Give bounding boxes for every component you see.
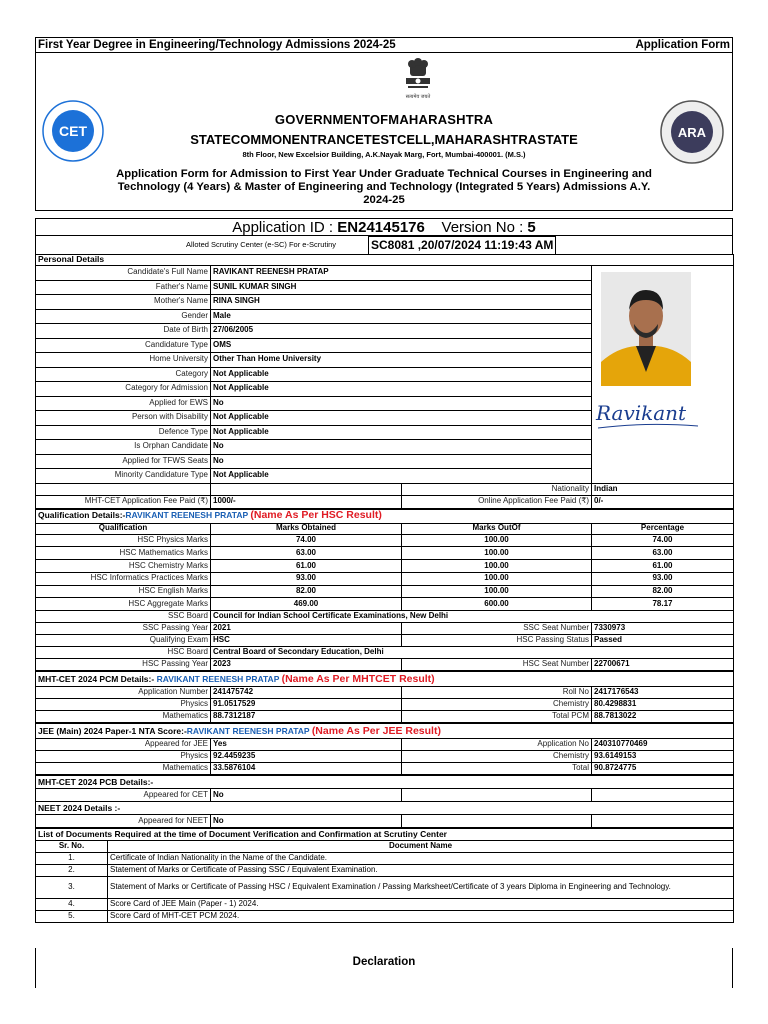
qual-obtained: 469.00 (211, 598, 402, 611)
mhtcet-title: MHT-CET 2024 PCM Details:- (38, 673, 155, 684)
personal-row (36, 454, 734, 469)
qual-outof: 100.00 (402, 534, 592, 547)
application-id: EN24145176 (337, 219, 425, 236)
personal-value: Not Applicable (211, 382, 592, 397)
mhtcet-name: RAVIKANT REENESH PRATAP (156, 673, 280, 684)
hsc-board-label: HSC Board (36, 647, 211, 659)
jee-total-label: Total (402, 763, 592, 775)
document-srno: 3. (36, 877, 108, 899)
jee-section-header (36, 724, 734, 739)
qual-subject: HSC Mathematics Marks (36, 547, 211, 560)
scrutiny-value: SC8081 ,20/07/2024 11:19:43 AM (368, 236, 556, 255)
pcb-appeared-value: No (211, 789, 402, 802)
ara-logo-text: ARA (677, 125, 707, 140)
qual-percentage: 74.00 (592, 534, 734, 547)
qualification-table (35, 509, 734, 672)
qual-exam-value: HSC (211, 635, 402, 647)
personal-value: RAVIKANT REENESH PRATAP (211, 266, 592, 281)
personal-value: 27/06/2005 (211, 324, 592, 339)
qual-obtained: 61.00 (211, 560, 402, 573)
personal-value: No (211, 440, 592, 455)
personal-label: Father's Name (36, 280, 211, 295)
ssc-board-label: SSC Board (36, 611, 211, 623)
mhtcet-chem-label: Chemistry (402, 699, 592, 711)
personal-label: Date of Birth (36, 324, 211, 339)
personal-value: Not Applicable (211, 367, 592, 382)
form-title: Application Form for Admission to First Year Under Graduate Technical Courses in Engineering and Technology (4 Years) & Master of Engineering and Technology (Integrated 5 Years) Admissions A.Y. 2024-25 (116, 168, 652, 206)
qual-subject: HSC Chemistry Marks (36, 560, 211, 573)
mhtcet-total-label: Total PCM (402, 711, 592, 723)
hsc-year-label: HSC Passing Year (36, 659, 211, 671)
hsc-board-value: Central Board of Secondary Education, Delhi (211, 647, 734, 659)
document-srno: 2. (36, 865, 108, 877)
qual-outof: 100.00 (402, 560, 592, 573)
personal-label: Is Orphan Candidate (36, 440, 211, 455)
hsc-status-label: HSC Passing Status (402, 635, 592, 647)
mhtcet-math-label: Mathematics (36, 711, 211, 723)
qualification-section-header (36, 509, 734, 523)
jee-appeared-label: Appeared for JEE (36, 739, 211, 751)
jee-title: JEE (Main) 2024 Paper-1 NTA Score:- (38, 725, 187, 736)
mhtcet-app-label: Application Number (36, 687, 211, 699)
document-row (36, 877, 734, 899)
fee-value: 1000/- (211, 495, 402, 508)
jee-physics-label: Physics (36, 751, 211, 763)
qual-obtained: 63.00 (211, 547, 402, 560)
declaration-block (35, 948, 733, 988)
signature-text: Ravikant (596, 401, 687, 425)
qual-header-qualification: Qualification (36, 523, 211, 534)
mhtcet-physics-label: Physics (36, 699, 211, 711)
application-id-row (35, 218, 733, 236)
qual-subject: HSC English Marks (36, 585, 211, 598)
hsc-year-value: 2023 (211, 659, 402, 671)
personal-label: Category (36, 367, 211, 382)
jee-physics-value: 92.4459235 (211, 751, 402, 763)
personal-value: No (211, 454, 592, 469)
cell-address: 8th Floor, New Excelsior Building, A.K.Nayak Marg, Fort, Mumbai-400001. (M.S.) (242, 150, 526, 159)
ara-logo-icon (660, 100, 724, 164)
mhtcet-note: (Name As Per MHTCET Result) (281, 672, 435, 685)
qual-percentage: 61.00 (592, 560, 734, 573)
document-name: Statement of Marks or Certificate of Passing SSC / Equivalent Examination. (108, 865, 734, 877)
application-id-label: Application ID : (232, 219, 338, 236)
qual-obtained: 82.00 (211, 585, 402, 598)
ssc-seat-value: 7330973 (592, 623, 734, 635)
personal-label: Category for Admission (36, 382, 211, 397)
candidate-photo-image (601, 272, 691, 386)
jee-app-label: Application No (402, 739, 592, 751)
jee-chem-label: Chemistry (402, 751, 592, 763)
personal-value: No (211, 396, 592, 411)
qual-percentage: 78.17 (592, 598, 734, 611)
personal-label: Home University (36, 353, 211, 368)
personal-value: SUNIL KUMAR SINGH (211, 280, 592, 295)
jee-appeared-value: Yes (211, 739, 402, 751)
qual-obtained: 74.00 (211, 534, 402, 547)
qual-percentage: 93.00 (592, 572, 734, 585)
personal-label: Applied for EWS (36, 396, 211, 411)
document-name: Statement of Marks or Certificate of Passing HSC / Equivalent Examination / Passing Marksheet/Certificate of 3 years Diploma in Engineering and Technology. (108, 877, 734, 899)
personal-value: Other Than Home University (211, 353, 592, 368)
form-header-type: Application Form (635, 39, 730, 51)
pcb-title: MHT-CET 2024 PCB Details:- (36, 776, 734, 789)
mhtcet-roll-value: 2417176543 (592, 687, 734, 699)
cell-name: STATECOMMONENTRANCETESTCELL,MAHARASHTRASTATE (190, 132, 578, 147)
personal-label: Candidature Type (36, 338, 211, 353)
qual-outof: 600.00 (402, 598, 592, 611)
neet-appeared-label: Appeared for NEET (36, 815, 211, 828)
online-fee-value: 0/- (592, 495, 734, 508)
mhtcet-pcm-table (35, 671, 734, 723)
personal-row (36, 440, 734, 455)
personal-label: Candidate's Full Name (36, 266, 211, 281)
jee-math-value: 33.5876104 (211, 763, 402, 775)
qual-subject: HSC Informatics Practices Marks (36, 572, 211, 585)
documents-title: List of Documents Required at the time of Document Verification and Confirmation at Scrutiny Center (36, 829, 734, 841)
qual-percentage: 63.00 (592, 547, 734, 560)
hsc-seat-value: 22700671 (592, 659, 734, 671)
mhtcet-chem-value: 80.4298831 (592, 699, 734, 711)
pcb-table (35, 775, 734, 828)
nationality-label: Nationality (402, 483, 592, 495)
document-name: Score Card of MHT-CET PCM 2024. (108, 911, 734, 923)
qualification-row (36, 598, 734, 611)
personal-value: Not Applicable (211, 425, 592, 440)
letterhead (35, 53, 733, 211)
documents-table (35, 828, 734, 923)
mhtcet-roll-label: Roll No (402, 687, 592, 699)
neet-title: NEET 2024 Details :- (36, 802, 734, 815)
version-label: Version No : (441, 219, 528, 236)
personal-value: Not Applicable (211, 411, 592, 426)
ssc-year-label: SSC Passing Year (36, 623, 211, 635)
personal-label: Mother's Name (36, 295, 211, 310)
personal-value: RINA SINGH (211, 295, 592, 310)
scrutiny-row (35, 236, 733, 254)
doc-header-name: Document Name (108, 841, 734, 853)
qual-outof: 100.00 (402, 572, 592, 585)
hsc-seat-label: HSC Seat Number (402, 659, 592, 671)
qualification-row (36, 547, 734, 560)
personal-value: Male (211, 309, 592, 324)
jee-math-label: Mathematics (36, 763, 211, 775)
fee-label: MHT-CET Application Fee Paid (₹) (36, 495, 211, 508)
qual-percentage: 82.00 (592, 585, 734, 598)
mhtcet-total-value: 88.7813022 (592, 711, 734, 723)
ssc-board-value: Council for Indian School Certificate Examinations, New Delhi (211, 611, 734, 623)
online-fee-label: Online Application Fee Paid (₹) (402, 495, 592, 508)
qualification-note: (Name As Per HSC Result) (250, 509, 382, 522)
candidate-signature (590, 394, 702, 434)
qual-subject: HSC Aggregate Marks (36, 598, 211, 611)
qual-subject: HSC Physics Marks (36, 534, 211, 547)
ssc-seat-label: SSC Seat Number (402, 623, 592, 635)
jee-table (35, 723, 734, 775)
document-row (36, 911, 734, 923)
document-name: Score Card of JEE Main (Paper - 1) 2024. (108, 899, 734, 911)
document-row (36, 853, 734, 865)
qual-header-outof: Marks OutOf (402, 523, 592, 534)
qualification-name: RAVIKANT REENESH PRATAP (125, 510, 249, 521)
mhtcet-section-header (36, 672, 734, 687)
jee-name: RAVIKANT REENESH PRATAP (186, 725, 310, 736)
document-name: Certificate of Indian Nationality in the Name of the Candidate. (108, 853, 734, 865)
personal-value: OMS (211, 338, 592, 353)
document-srno: 4. (36, 899, 108, 911)
mhtcet-physics-value: 91.0517529 (211, 699, 402, 711)
document-row (36, 899, 734, 911)
qualification-row (36, 560, 734, 573)
document-srno: 1. (36, 853, 108, 865)
personal-label: Minority Candidature Type (36, 469, 211, 484)
signature-image (590, 394, 702, 434)
doc-header-srno: Sr. No. (36, 841, 108, 853)
hsc-status-value: Passed (592, 635, 734, 647)
qual-obtained: 93.00 (211, 572, 402, 585)
personal-label: Defence Type (36, 425, 211, 440)
personal-value: Not Applicable (211, 469, 592, 484)
qual-header-percentage: Percentage (592, 523, 734, 534)
jee-chem-value: 93.6149153 (592, 751, 734, 763)
personal-label: Person with Disability (36, 411, 211, 426)
neet-appeared-value: No (211, 815, 402, 828)
qualification-row (36, 585, 734, 598)
document-srno: 5. (36, 911, 108, 923)
qualification-title: Qualification Details:- (38, 510, 126, 521)
qualification-row (36, 534, 734, 547)
national-emblem-icon (398, 58, 438, 104)
ssc-year-value: 2021 (211, 623, 402, 635)
government-name: GOVERNMENTOFMAHARASHTRA (274, 112, 494, 127)
version-number: 5 (527, 219, 536, 236)
qual-header-obtained: Marks Obtained (211, 523, 402, 534)
declaration-title: Declaration (352, 956, 416, 968)
mhtcet-math-value: 88.7312187 (211, 711, 402, 723)
qual-exam-label: Qualifying Exam (36, 635, 211, 647)
qualification-row (36, 572, 734, 585)
qual-outof: 100.00 (402, 585, 592, 598)
document-row (36, 865, 734, 877)
personal-row (36, 469, 734, 484)
jee-note: (Name As Per JEE Result) (311, 724, 441, 737)
pcb-appeared-label: Appeared for CET (36, 789, 211, 802)
cet-logo-text: CET (59, 123, 87, 139)
jee-app-value: 240310770469 (592, 739, 734, 751)
scrutiny-label: Alloted Scrutiny Center (e-SC) For e-Scrutiny (186, 240, 337, 249)
personal-label: Applied for TFWS Seats (36, 454, 211, 469)
form-header-title: First Year Degree in Engineering/Technology Admissions 2024-25 (38, 39, 396, 51)
emblem-motto: सत्यमेव जयते (405, 94, 431, 100)
nationality-value: Indian (592, 483, 734, 495)
form-header (35, 37, 733, 53)
jee-total-value: 90.8724775 (592, 763, 734, 775)
personal-label: Gender (36, 309, 211, 324)
candidate-photo (601, 272, 691, 386)
qual-outof: 100.00 (402, 547, 592, 560)
mhtcet-app-value: 241475742 (211, 687, 402, 699)
personal-details-title: Personal Details (36, 255, 734, 266)
